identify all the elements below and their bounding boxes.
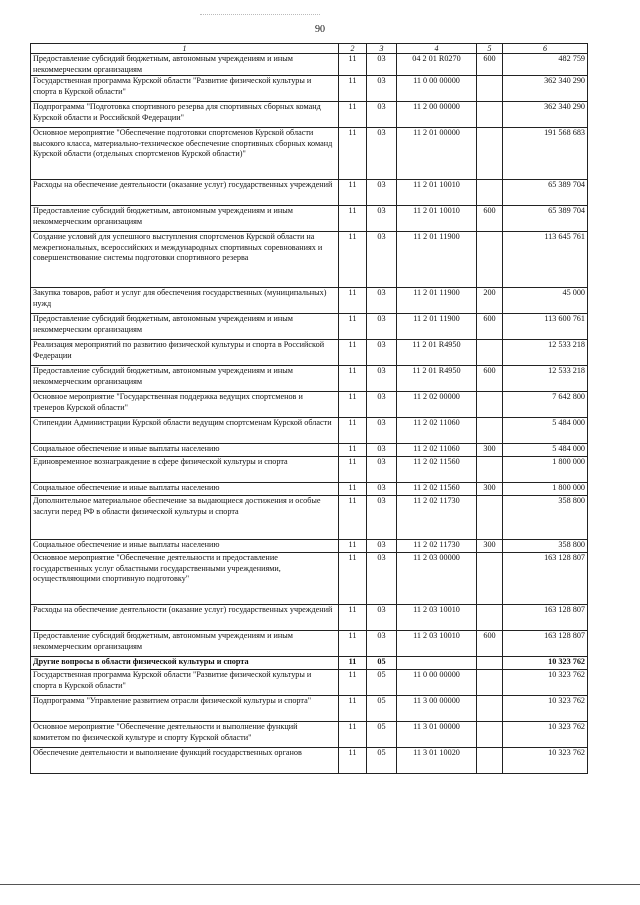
table-row	[31, 444, 588, 457]
cell-section: 11	[339, 288, 367, 314]
cell-expense-type	[477, 128, 503, 180]
cell-subsection: 03	[367, 54, 397, 76]
cell-target-code: 11 2 02 11060	[397, 418, 477, 444]
table-row	[31, 657, 588, 670]
cell-section: 11	[339, 180, 367, 206]
header-col-name: 1	[31, 44, 339, 54]
cell-name: Реализация мероприятий по развитию физической культуры и спорта в Российской Федерации	[31, 340, 339, 366]
page-number: 90	[315, 24, 325, 35]
cell-amount: 1 800 000	[503, 457, 588, 483]
cell-subsection: 05	[367, 657, 397, 670]
cell-amount: 163 128 807	[503, 631, 588, 657]
cell-section: 11	[339, 722, 367, 748]
cell-name: Единовременное вознаграждение в сфере физической культуры и спорта	[31, 457, 339, 483]
cell-section: 11	[339, 540, 367, 553]
cell-target-code: 11 3 01 00000	[397, 722, 477, 748]
cell-subsection: 03	[367, 102, 397, 128]
cell-amount: 5 484 000	[503, 444, 588, 457]
cell-section: 11	[339, 605, 367, 631]
cell-section: 11	[339, 748, 367, 774]
cell-subsection: 03	[367, 340, 397, 366]
cell-target-code: 11 0 00 00000	[397, 670, 477, 696]
cell-target-code: 11 2 03 10010	[397, 605, 477, 631]
cell-subsection: 03	[367, 288, 397, 314]
cell-target-code: 11 3 01 10020	[397, 748, 477, 774]
cell-amount: 65 389 704	[503, 180, 588, 206]
cell-name: Государственная программа Курской области "Развитие физической культуры и спорта в Курской области"	[31, 670, 339, 696]
cell-subsection: 03	[367, 314, 397, 340]
table-row	[31, 496, 588, 540]
cell-name: Основное мероприятие "Обеспечение деятельности и выполнение функций комитетом по физической культуре и спорту Курской области"	[31, 722, 339, 748]
cell-name: Предоставление субсидий бюджетным, автономным учреждениям и иным некоммерческим организациям	[31, 314, 339, 340]
cell-section: 11	[339, 102, 367, 128]
cell-name: Создание условий для успешного выступления спортсменов Курской области на межрегиональных, всероссийских и международных спортивных соревнованиях и совершенствование системы подготовки спортивного резерва	[31, 232, 339, 288]
cell-section: 11	[339, 128, 367, 180]
cell-amount: 113 645 761	[503, 232, 588, 288]
table-row	[31, 102, 588, 128]
cell-name: Социальное обеспечение и иные выплаты населению	[31, 540, 339, 553]
cell-expense-type: 600	[477, 631, 503, 657]
cell-expense-type: 300	[477, 483, 503, 496]
cell-amount: 362 340 290	[503, 102, 588, 128]
table-row	[31, 180, 588, 206]
cell-section: 11	[339, 340, 367, 366]
cell-expense-type	[477, 748, 503, 774]
cell-section: 11	[339, 232, 367, 288]
cell-name: Закупка товаров, работ и услуг для обеспечения государственных (муниципальных) нужд	[31, 288, 339, 314]
cell-name: Подпрограмма "Подготовка спортивного резерва для спортивных сборных команд Курской области и Российской Федерации"	[31, 102, 339, 128]
cell-expense-type: 300	[477, 540, 503, 553]
cell-expense-type	[477, 418, 503, 444]
cell-target-code: 11 2 02 00000	[397, 392, 477, 418]
cell-target-code: 11 3 00 00000	[397, 696, 477, 722]
cell-amount: 358 800	[503, 540, 588, 553]
header-col-target-code: 4	[397, 44, 477, 54]
cell-amount: 482 759	[503, 54, 588, 76]
cell-expense-type	[477, 76, 503, 102]
budget-table	[30, 43, 588, 774]
cell-name: Предоставление субсидий бюджетным, автономным учреждениям и иным некоммерческим организациям	[31, 206, 339, 232]
cell-amount: 163 128 807	[503, 553, 588, 605]
table-row	[31, 553, 588, 605]
table-row	[31, 457, 588, 483]
cell-subsection: 03	[367, 483, 397, 496]
table-row	[31, 722, 588, 748]
cell-target-code: 11 2 01 00000	[397, 128, 477, 180]
table-header-row	[31, 44, 588, 54]
cell-section: 11	[339, 206, 367, 232]
cell-subsection: 03	[367, 128, 397, 180]
cell-section: 11	[339, 444, 367, 457]
cell-amount: 1 800 000	[503, 483, 588, 496]
cell-expense-type	[477, 102, 503, 128]
cell-amount: 358 800	[503, 496, 588, 540]
cell-section: 11	[339, 54, 367, 76]
cell-expense-type	[477, 232, 503, 288]
cell-amount: 7 642 800	[503, 392, 588, 418]
table-row	[31, 206, 588, 232]
cell-amount: 163 128 807	[503, 605, 588, 631]
header-col-section: 2	[339, 44, 367, 54]
table-row	[31, 748, 588, 774]
cell-target-code: 11 2 02 11730	[397, 496, 477, 540]
table-row	[31, 340, 588, 366]
cell-name: Предоставление субсидий бюджетным, автономным учреждениям и иным некоммерческим организациям	[31, 366, 339, 392]
table-row	[31, 128, 588, 180]
bottom-rule	[0, 884, 640, 885]
cell-name: Подпрограмма "Управление развитием отрасли физической культуры и спорта"	[31, 696, 339, 722]
cell-target-code: 11 2 01 10010	[397, 206, 477, 232]
cell-target-code: 11 2 00 00000	[397, 102, 477, 128]
cell-expense-type: 200	[477, 288, 503, 314]
cell-target-code: 11 2 02 11560	[397, 457, 477, 483]
cell-expense-type	[477, 553, 503, 605]
cell-subsection: 03	[367, 553, 397, 605]
cell-amount: 10 323 762	[503, 696, 588, 722]
cell-target-code: 11 2 03 10010	[397, 631, 477, 657]
cell-target-code: 11 2 01 11900	[397, 314, 477, 340]
cell-section: 11	[339, 457, 367, 483]
cell-amount: 10 323 762	[503, 748, 588, 774]
cell-section: 11	[339, 314, 367, 340]
table-row	[31, 540, 588, 553]
cell-subsection: 03	[367, 366, 397, 392]
cell-subsection: 03	[367, 496, 397, 540]
table-row	[31, 366, 588, 392]
cell-expense-type: 600	[477, 314, 503, 340]
cell-name: Предоставление субсидий бюджетным, автономным учреждениям и иным некоммерческим организациям	[31, 54, 339, 76]
cell-amount: 65 389 704	[503, 206, 588, 232]
cell-subsection: 03	[367, 232, 397, 288]
cell-amount: 45 000	[503, 288, 588, 314]
cell-subsection: 03	[367, 444, 397, 457]
cell-subsection: 03	[367, 206, 397, 232]
cell-expense-type	[477, 340, 503, 366]
cell-target-code: 11 2 01 R4950	[397, 340, 477, 366]
table-row	[31, 232, 588, 288]
table-row	[31, 288, 588, 314]
cell-expense-type	[477, 605, 503, 631]
cell-subsection: 03	[367, 418, 397, 444]
cell-target-code: 04 2 01 R0270	[397, 54, 477, 76]
table-row	[31, 54, 588, 76]
cell-expense-type	[477, 696, 503, 722]
cell-amount: 12 533 218	[503, 340, 588, 366]
cell-section: 11	[339, 392, 367, 418]
cell-name: Социальное обеспечение и иные выплаты населению	[31, 483, 339, 496]
cell-subsection: 03	[367, 392, 397, 418]
cell-amount: 12 533 218	[503, 366, 588, 392]
cell-section: 11	[339, 553, 367, 605]
cell-amount: 113 600 761	[503, 314, 588, 340]
cell-section: 11	[339, 631, 367, 657]
table-row	[31, 483, 588, 496]
cell-amount: 5 484 000	[503, 418, 588, 444]
table-row	[31, 696, 588, 722]
table-row	[31, 670, 588, 696]
cell-section: 11	[339, 366, 367, 392]
cell-section: 11	[339, 418, 367, 444]
cell-subsection: 05	[367, 670, 397, 696]
cell-target-code: 11 2 02 11060	[397, 444, 477, 457]
table-row	[31, 418, 588, 444]
cell-name: Обеспечение деятельности и выполнение функций государственных органов	[31, 748, 339, 774]
cell-target-code: 11 2 02 11560	[397, 483, 477, 496]
cell-expense-type	[477, 457, 503, 483]
cell-target-code	[397, 657, 477, 670]
table-row	[31, 631, 588, 657]
cell-subsection: 03	[367, 631, 397, 657]
cell-subsection: 05	[367, 722, 397, 748]
cell-target-code: 11 2 01 11900	[397, 232, 477, 288]
cell-subsection: 03	[367, 180, 397, 206]
cell-target-code: 11 2 01 11900	[397, 288, 477, 314]
cell-section: 11	[339, 483, 367, 496]
cell-target-code: 11 0 00 00000	[397, 76, 477, 102]
table-row	[31, 76, 588, 102]
cell-name: Дополнительное материальное обеспечение за выдающиеся достижения и особые заслуги перед РФ в области физической культуры и спорта	[31, 496, 339, 540]
header-col-subsection: 3	[367, 44, 397, 54]
cell-name: Расходы на обеспечение деятельности (оказание услуг) государственных учреждений	[31, 605, 339, 631]
cell-subsection: 03	[367, 540, 397, 553]
cell-expense-type: 600	[477, 54, 503, 76]
cell-section: 11	[339, 496, 367, 540]
cell-subsection: 05	[367, 696, 397, 722]
cell-expense-type	[477, 722, 503, 748]
cell-target-code: 11 2 02 11730	[397, 540, 477, 553]
cell-expense-type	[477, 670, 503, 696]
cell-name: Предоставление субсидий бюджетным, автономным учреждениям и иным некоммерческим организациям	[31, 631, 339, 657]
cell-amount: 191 568 683	[503, 128, 588, 180]
cell-name: Основное мероприятие "Обеспечение деятельности и предоставление государственных услуг областными государственными учреждениями, осуществляющими спортивную подготовку"	[31, 553, 339, 605]
cell-amount: 10 323 762	[503, 657, 588, 670]
table-row	[31, 314, 588, 340]
cell-subsection: 05	[367, 748, 397, 774]
cell-amount: 362 340 290	[503, 76, 588, 102]
cell-subsection: 03	[367, 76, 397, 102]
cell-subsection: 03	[367, 457, 397, 483]
table-row	[31, 605, 588, 631]
cell-expense-type: 600	[477, 366, 503, 392]
cell-expense-type	[477, 392, 503, 418]
cell-expense-type	[477, 657, 503, 670]
cell-name: Основное мероприятие "Государственная поддержка ведущих спортсменов и тренеров Курской области"	[31, 392, 339, 418]
cell-expense-type	[477, 496, 503, 540]
cell-name: Основное мероприятие "Обеспечение подготовки спортсменов Курской области высокого класса, материально-техническое обеспечение спортивных сборных команд Курской области (отдельных спортсменов Курской области)"	[31, 128, 339, 180]
top-scan-mark	[200, 14, 320, 16]
cell-target-code: 11 2 03 00000	[397, 553, 477, 605]
cell-target-code: 11 2 01 10010	[397, 180, 477, 206]
header-col-amount: 6	[503, 44, 588, 54]
cell-section: 11	[339, 657, 367, 670]
header-col-expense-type: 5	[477, 44, 503, 54]
cell-name: Стипендии Администрации Курской области ведущим спортсменам Курской области	[31, 418, 339, 444]
cell-section: 11	[339, 670, 367, 696]
cell-expense-type: 300	[477, 444, 503, 457]
cell-name: Государственная программа Курской области "Развитие физической культуры и спорта в Курской области"	[31, 76, 339, 102]
table-row	[31, 392, 588, 418]
cell-target-code: 11 2 01 R4950	[397, 366, 477, 392]
cell-section: 11	[339, 696, 367, 722]
cell-name: Социальное обеспечение и иные выплаты населению	[31, 444, 339, 457]
cell-amount: 10 323 762	[503, 670, 588, 696]
cell-name: Другие вопросы в области физической культуры и спорта	[31, 657, 339, 670]
cell-section: 11	[339, 76, 367, 102]
cell-name: Расходы на обеспечение деятельности (оказание услуг) государственных учреждений	[31, 180, 339, 206]
cell-expense-type	[477, 180, 503, 206]
cell-expense-type: 600	[477, 206, 503, 232]
cell-amount: 10 323 762	[503, 722, 588, 748]
cell-subsection: 03	[367, 605, 397, 631]
